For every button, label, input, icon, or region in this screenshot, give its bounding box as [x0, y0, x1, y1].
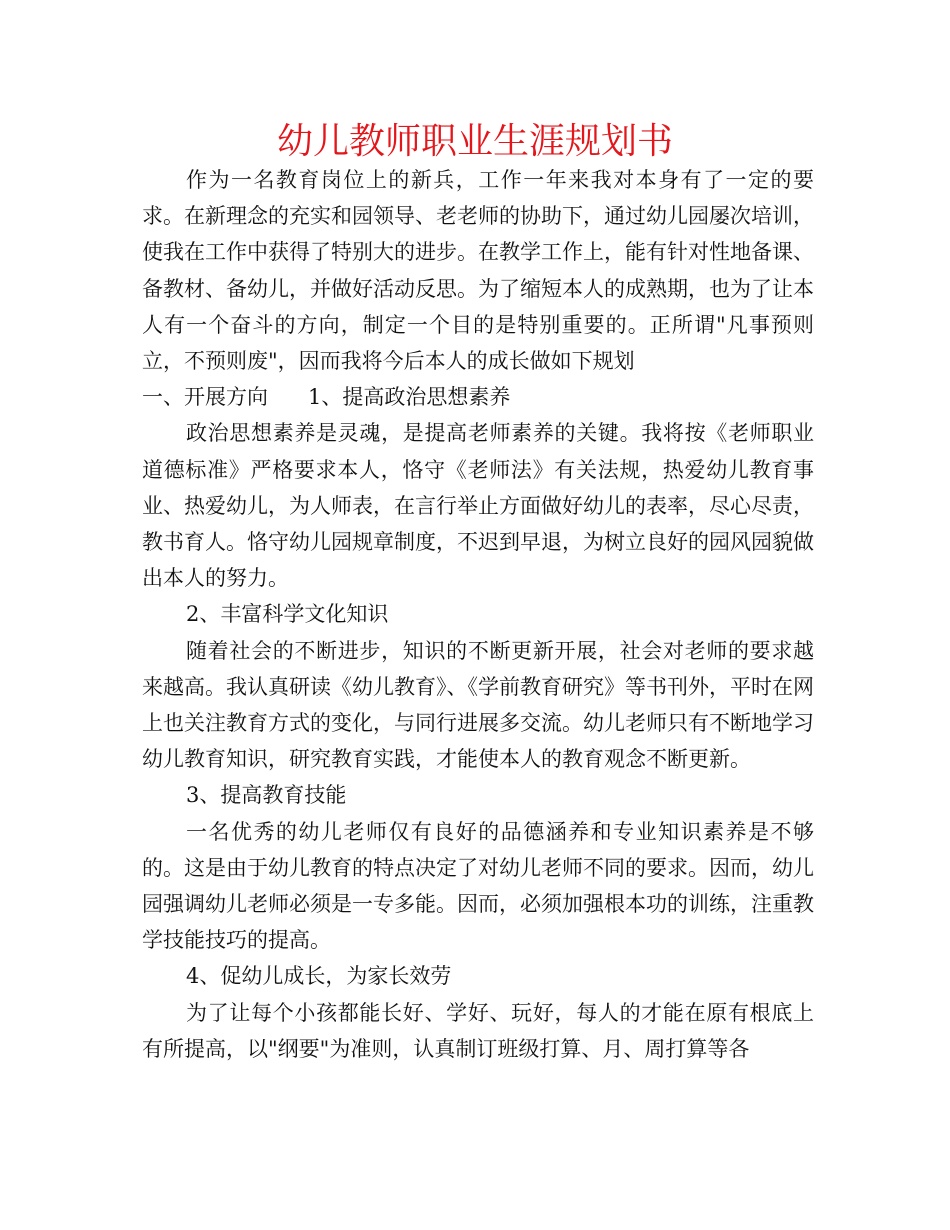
item3-paragraph: 一名优秀的幼儿老师仅有良好的品德涵养和专业知识素养是不够的。这是由于幼儿教育的特点决定了对幼儿老师不同的要求。因而，幼儿园强调幼儿老师必须是一专多能。因而，必须加强根本功的训练，注重教学技能技巧的提高。 — [142, 819, 814, 953]
item2-paragraph: 随着社会的不断进步，知识的不断更新开展，社会对老师的要求越来越高。我认真研读《幼儿教育》、《学前教育研究》等书刊外，平时在网上也关注教育方式的变化，与同行进展多交流。幼儿老师只有不断地学习幼儿教育知识，研究教育实践，才能使本人的教育观念不断更新。 — [142, 638, 814, 772]
item1-paragraph: 政治思想素养是灵魂，是提高老师素养的关键。我将按《老师职业道德标准》严格要求本人，恪守《老师法》有关法规，热爱幼儿教育事业、热爱幼儿，为人师表，在言行举止方面做好幼儿的表率，尽心尽责，教书育人。恪守幼儿园规章制度，不迟到早退，为树立良好的园风园貌做出本人的努力。 — [142, 421, 814, 591]
section-one-heading: 一、开展方向 — [142, 385, 268, 410]
item4-paragraph: 为了让每个小孩都能长好、学好、玩好，每人的才能在原有根底上有所提高，以"纲要"为准则，认真制订班级打算、月、周打算等各 — [142, 1000, 814, 1061]
intro-paragraph: 作为一名教育岗位上的新兵，工作一年来我对本身有了一定的要求。在新理念的充实和园领导、老老师的协助下，通过幼儿园屡次培训，使我在工作中获得了特别大的进步。在教学工作上，能有针对性地备课、备教材、备幼儿，并做好活动反思。为了缩短本人的成熟期，也为了让本人有一个奋斗的方向，制定一个目的是特别重要的。正所谓"凡事预则立，不预则废"，因而我将今后本人的成长做如下规划 — [142, 168, 814, 374]
section-one-line — [142, 379, 814, 415]
item2-heading: 2、丰富科学文化知识 — [186, 602, 389, 627]
item1-heading: 1、提高政治思想素养 — [308, 385, 511, 410]
document-title: 幼儿教师职业生涯规划书 — [276, 121, 673, 162]
item3-heading: 3、提高教育技能 — [186, 783, 347, 808]
document-body — [142, 162, 814, 1067]
item4-heading: 4、促幼儿成长，为家长效劳 — [186, 964, 452, 989]
